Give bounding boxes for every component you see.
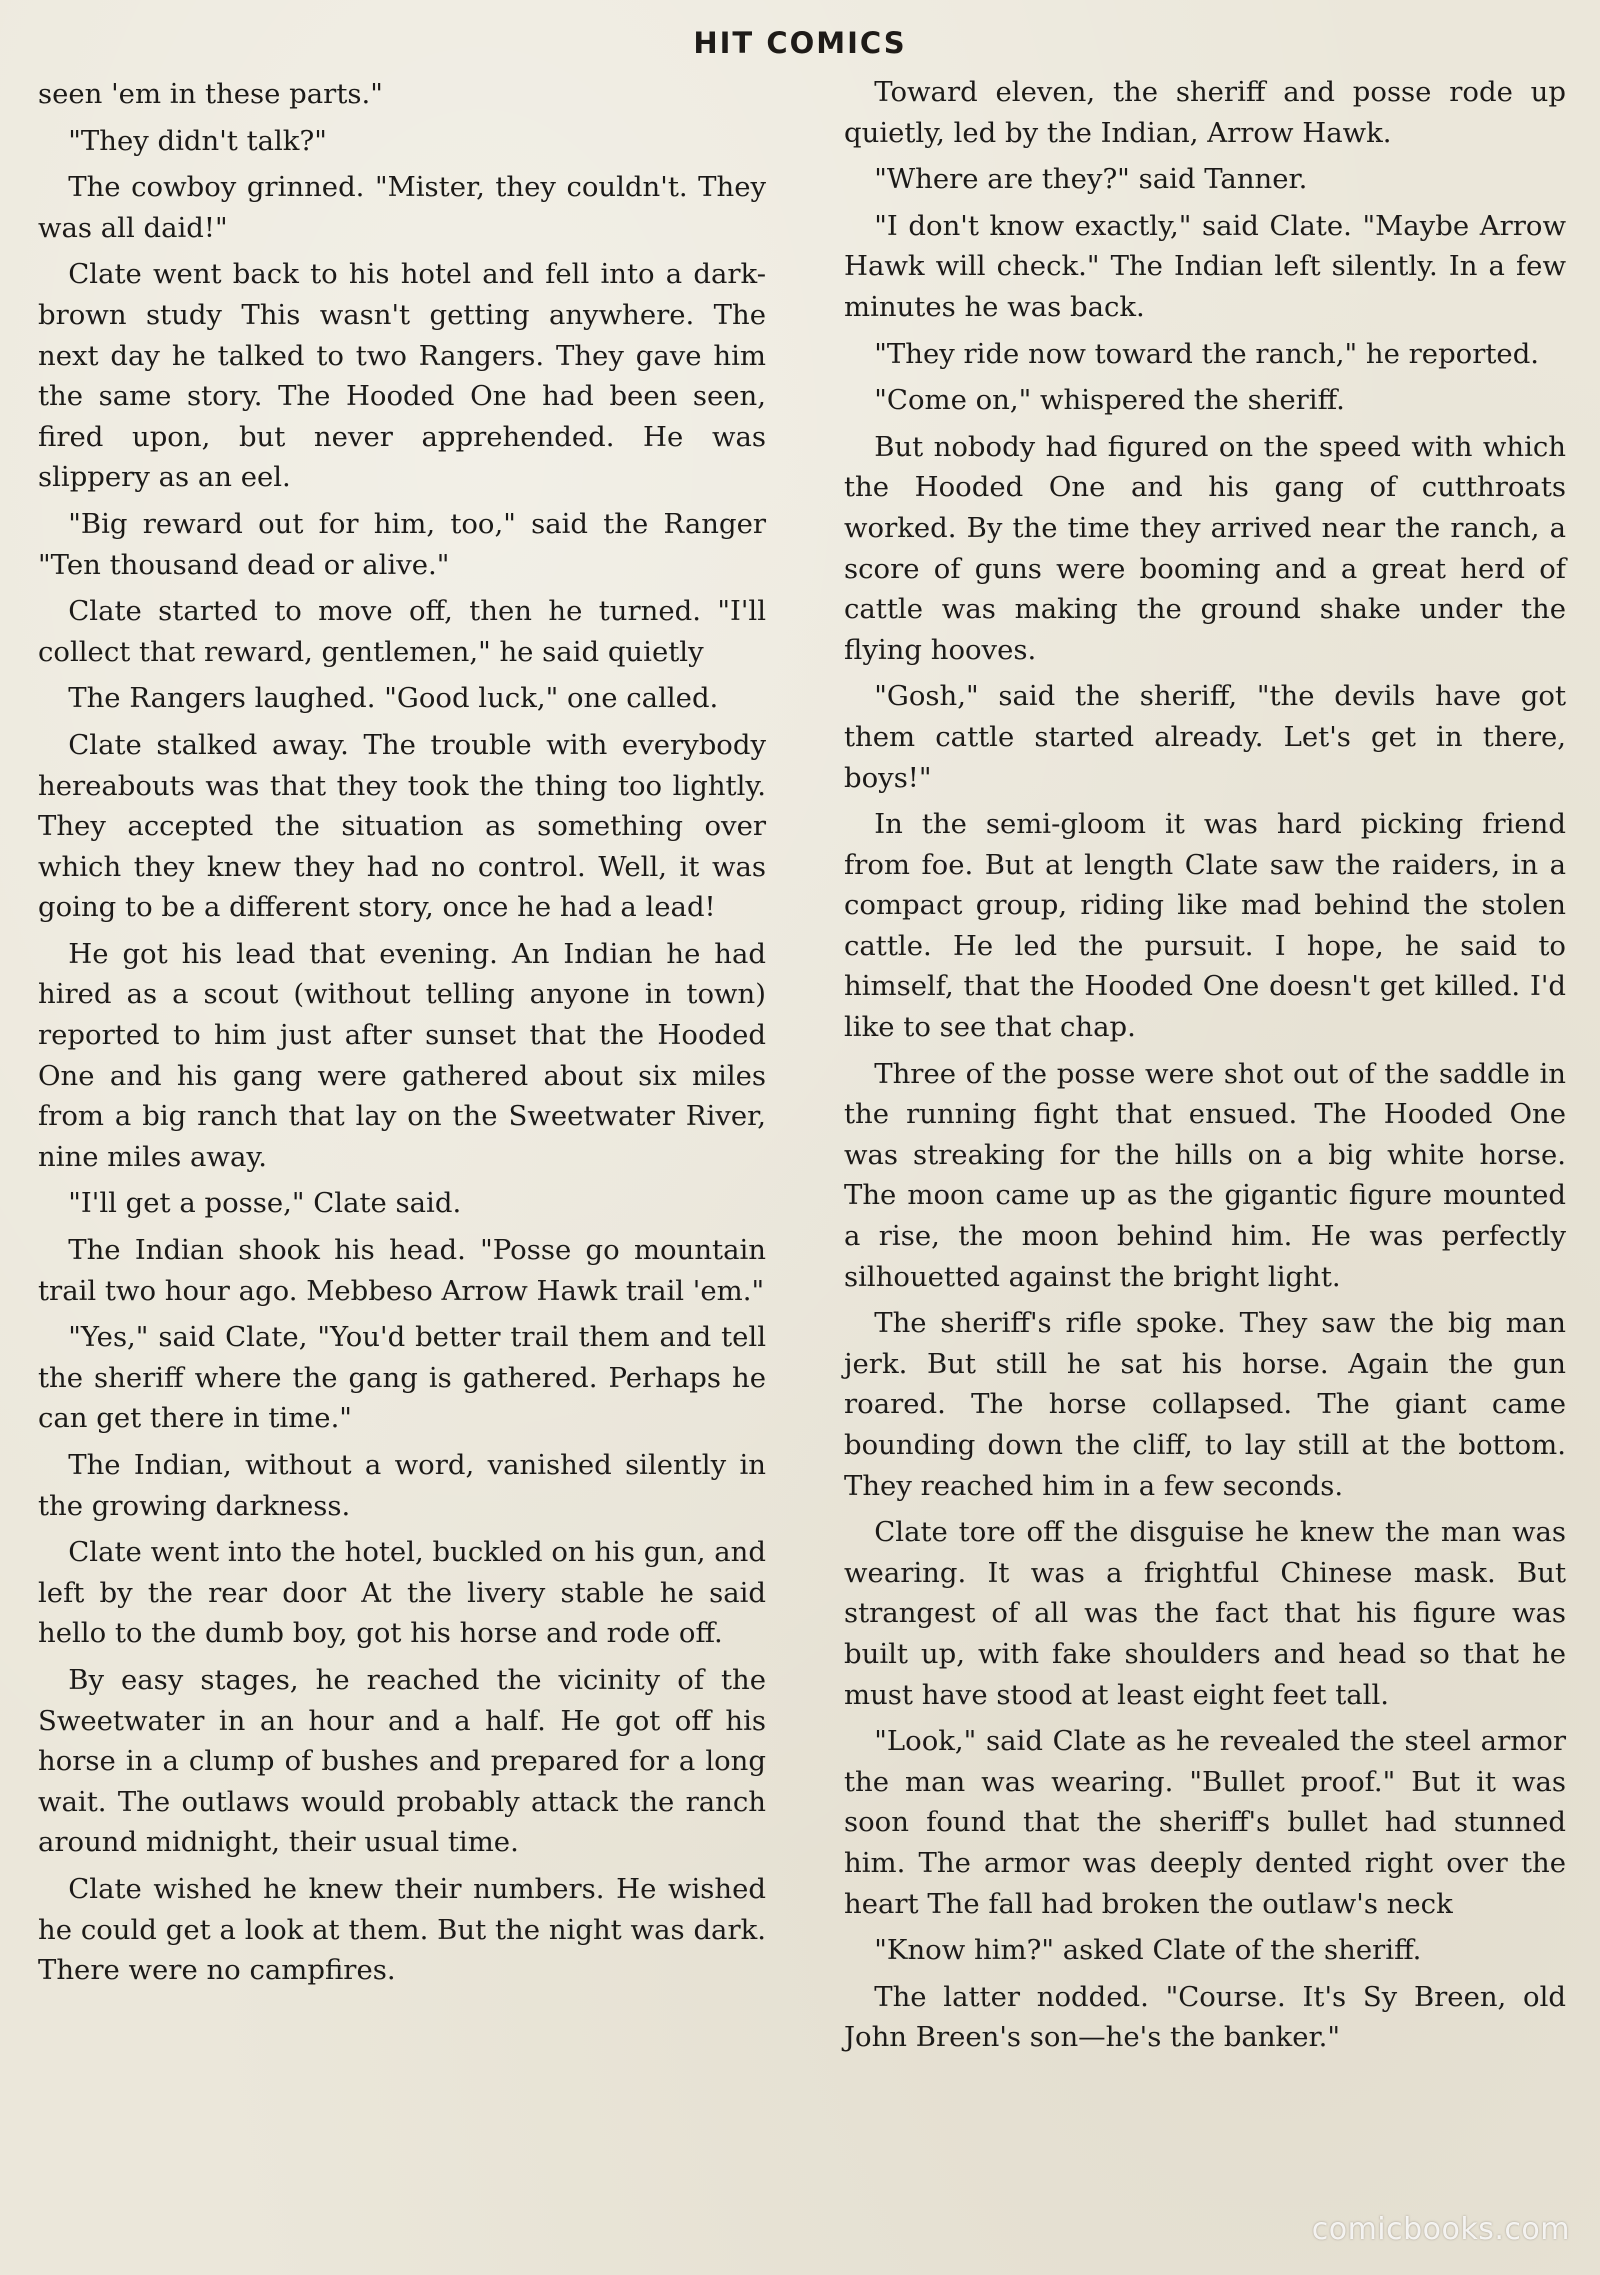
paragraph: But nobody had figured on the speed with which the Hooded One and his gang of cutthroats worked. By the time they arrived near the ranch, a score of guns were booming and a great herd of cattle was making the ground shake under the flying hooves. — [844, 430, 1566, 666]
paragraph: "Gosh," said the sheriff, "the devils have got them cattle started already. Let's get in there, boys!" — [844, 680, 1566, 794]
paragraph: By easy stages, he reached the vicinity of the Sweetwater in an hour and a half. He got off his horse in a clump of bushes and prepared for a long wait. The outlaws would probably attack the ranch around midnight, their usual time. — [38, 1663, 766, 1859]
paragraph: In the semi-gloom it was hard picking friend from foe. But at length Clate saw the raiders, in a compact group, riding like mad behind the stolen cattle. He led the pursuit. I hope, he said to himself, that the Hooded One doesn't get killed. I'd like to see that chap. — [844, 808, 1566, 1044]
paragraph: "Where are they?" said Tanner. — [874, 163, 1308, 196]
paragraph: Clate wished he knew their numbers. He wished he could get a look at them. But the night was dark. There were no campfires. — [38, 1872, 766, 1987]
page-header: HIT COMICS — [693, 26, 907, 60]
paragraph: "Come on," whispered the sheriff. — [874, 384, 1345, 417]
paragraph: Clate started to move off, then he turned. "I'll collect that reward, gentlemen," he said quietly — [38, 595, 766, 668]
watermark: comicbooks.com — [1311, 2212, 1570, 2247]
paragraph: "They ride now toward the ranch," he reported. — [874, 337, 1540, 370]
paragraph: The Indian, without a word, vanished silently in the growing darkness. — [38, 1449, 766, 1522]
paragraph: Clate stalked away. The trouble with everybody hereabouts was that they took the thing too lightly. They accepted the situation as something over which they knew they had no control. Well, it was going to be a different story, once he had a lead! — [38, 728, 766, 924]
paragraph: "Yes," said Clate, "You'd better trail them and tell the sheriff where the gang is gathered. Perhaps he can get there in time." — [38, 1321, 766, 1435]
paragraph: Toward eleven, the sheriff and posse rode up quietly, led by the Indian, Arrow Hawk. — [844, 76, 1566, 149]
paragraph: "I'll get a posse," Clate said. — [68, 1187, 462, 1220]
paragraph: Clate went back to his hotel and fell into a dark-brown study This wasn't getting anywhere. The next day he talked to two Rangers. They gave him the same story. The Hooded One had been seen, fired upon, but never apprehended. He was slippery as an eel. — [38, 258, 766, 494]
paragraph: Clate tore off the disguise he knew the man was wearing. It was a frightful Chinese mask. But strangest of all was the fact that his figure was built up, with fake shoulders and head so that he must have stood at least eight feet tall. — [844, 1516, 1566, 1711]
paragraph: Three of the posse were shot out of the saddle in the running fight that ensued. The Hooded One was streaking for the hills on a big white horse. The moon came up as the gigantic figure mounted a rise, the moon behind him. He was perfectly silhouetted against the bright light. — [844, 1057, 1566, 1293]
paragraph: The Indian shook his head. "Posse go mountain trail two hour ago. Mebbeso Arrow Hawk trail 'em." — [38, 1234, 766, 1307]
paragraph: The Rangers laughed. "Good luck," one called. — [68, 682, 719, 715]
paragraph: "They didn't talk?" — [68, 124, 327, 157]
paragraph: "I don't know exactly," said Clate. "Maybe Arrow Hawk will check." The Indian left silently. In a few minutes he was back. — [844, 209, 1566, 323]
paragraph: He got his lead that evening. An Indian he had hired as a scout (without telling anyone in town) reported to him just after sunset that the Hooded One and his gang were gathered about six miles from a big ranch that lay on the Sweetwater River, nine miles away. — [38, 937, 766, 1173]
paragraph: The latter nodded. "Course. It's Sy Breen, old John Breen's son—he's the banker." — [844, 1980, 1566, 2054]
paragraph: The sheriff's rifle spoke. They saw the big man jerk. But still he sat his horse. Again the gun roared. The horse collapsed. The giant came bounding down the cliff, to lay still at the bottom. They reached him in a few seconds. — [844, 1307, 1566, 1502]
paragraph: The cowboy grinned. "Mister, they couldn't. They was all daid!" — [38, 171, 766, 244]
paragraph: "Look," said Clate as he revealed the steel armor the man was wearing. "Bullet proof." But it was soon found that the sheriff's bullet had stunned him. The armor was deeply dented right over the heart The fall had broken the outlaw's neck — [844, 1725, 1566, 1920]
right-column — [844, 72, 1566, 2064]
paragraph: "Know him?" asked Clate of the sheriff. — [874, 1934, 1422, 1967]
left-column — [38, 74, 766, 1997]
paragraph: seen 'em in these parts." — [38, 78, 383, 110]
paragraph: "Big reward out for him, too," said the Ranger "Ten thousand dead or alive." — [38, 507, 766, 581]
paragraph: Clate went into the hotel, buckled on his gun, and left by the rear door At the livery stable he said hello to the dumb boy, got his horse and rode off. — [38, 1536, 766, 1650]
